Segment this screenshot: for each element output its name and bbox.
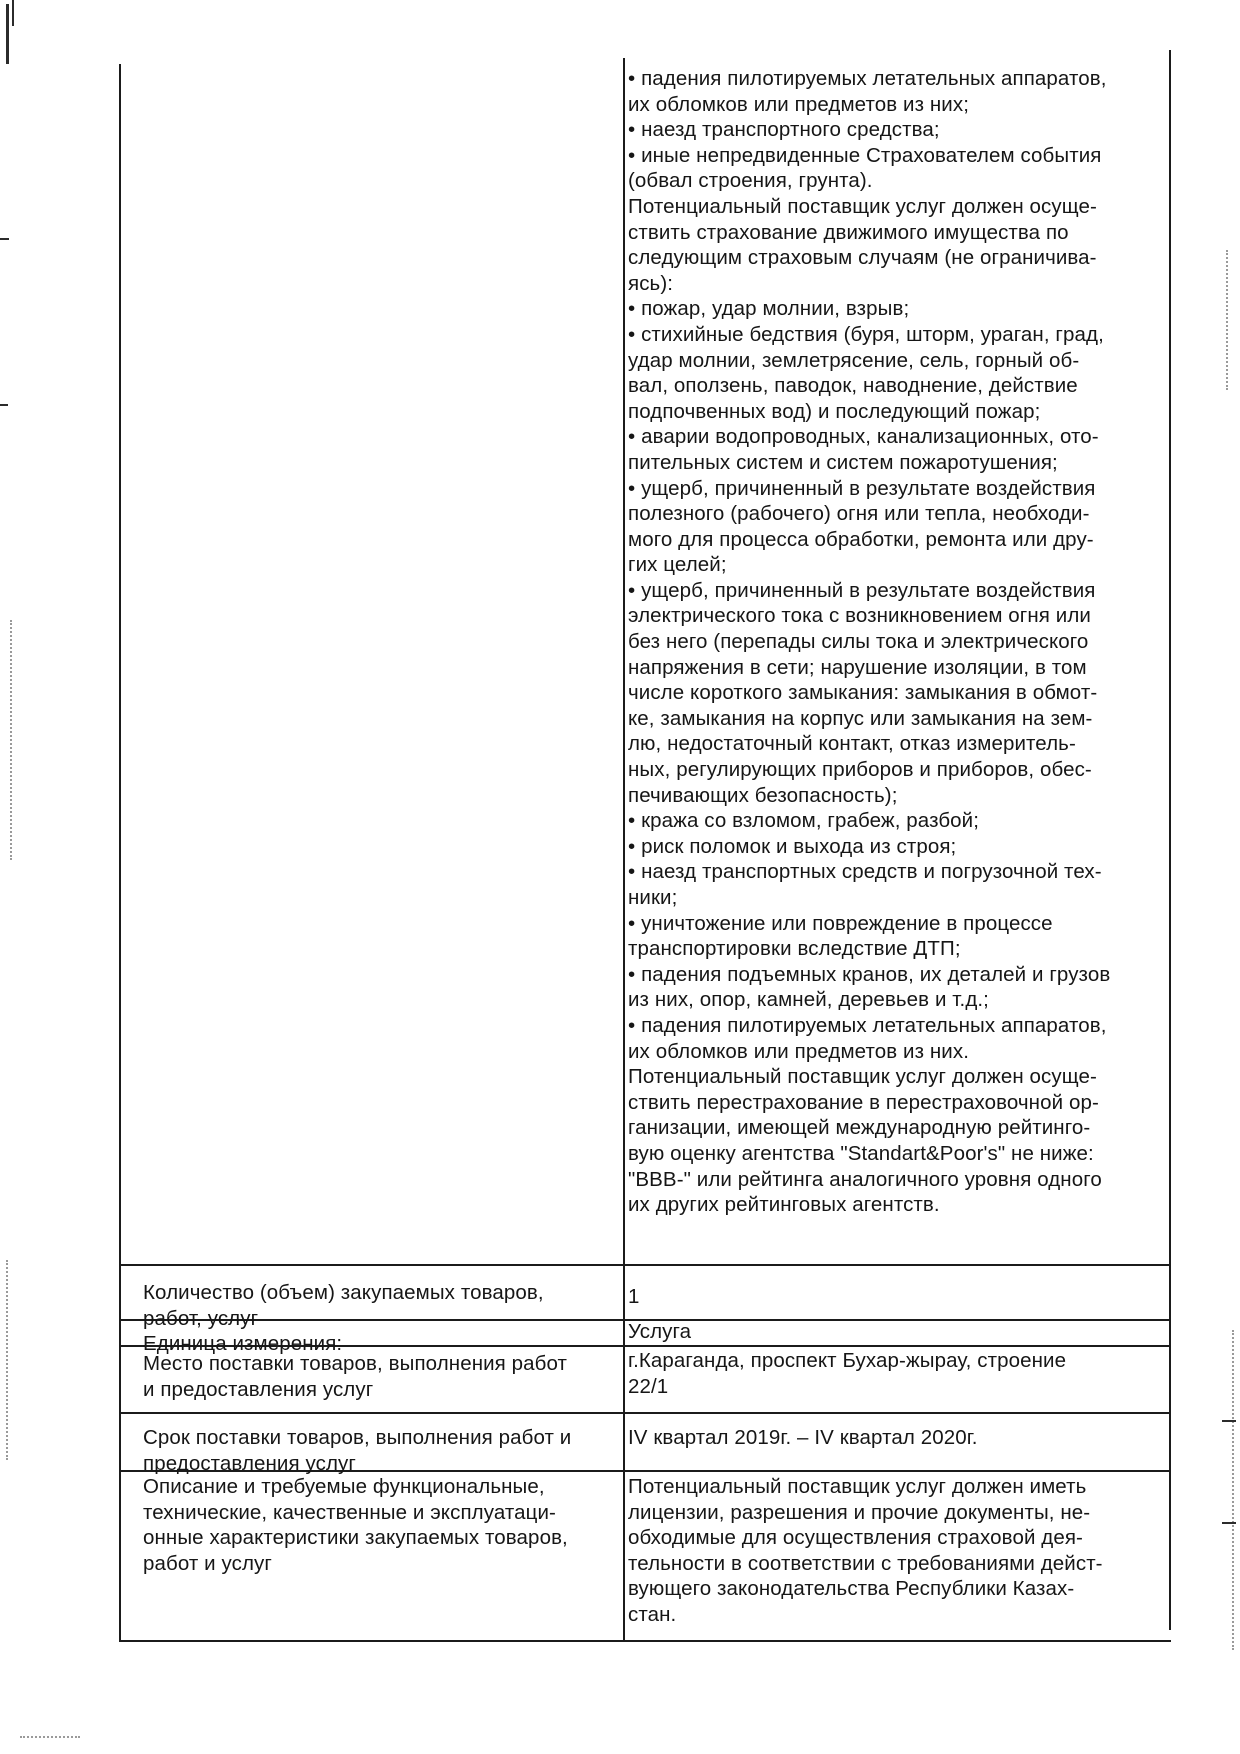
text-line: печивающих безопасность); bbox=[628, 783, 898, 807]
row-value-description bbox=[628, 1474, 1168, 1628]
text-line: их других рейтинговых агентств. bbox=[628, 1193, 940, 1217]
text-line: предоставления услуг bbox=[143, 1451, 356, 1475]
text-line: • ущерб, причиненный в результате воздействия bbox=[628, 578, 1096, 602]
text-line: • падения подъемных кранов, их деталей и грузов bbox=[628, 962, 1111, 986]
text-line: Потенциальный поставщик услуг должен осуще- bbox=[628, 1065, 1097, 1089]
scan-edge-mark bbox=[0, 238, 9, 240]
text-line: Описание и требуемые функциональные, bbox=[143, 1475, 545, 1498]
text-line: пительных систем и систем пожаротушения; bbox=[628, 450, 1058, 474]
row-value-delivery-place bbox=[628, 1348, 1168, 1399]
text-line: ники; bbox=[628, 886, 678, 909]
table-column-divider bbox=[623, 58, 625, 1642]
scan-edge-dots bbox=[1232, 1330, 1234, 1650]
text-line: • пожар, удар молнии, взрыв; bbox=[628, 297, 910, 321]
text-line: • наезд транспортных средств и погрузочной тех- bbox=[628, 860, 1102, 884]
text-line: Единица измерения: bbox=[143, 1332, 343, 1355]
scan-edge-mark bbox=[0, 404, 8, 406]
text-line: подпочвенных вод) и последующий пожар; bbox=[628, 399, 1041, 423]
text-line: вую оценку агентства "Standart&Poor's" не ниже: bbox=[628, 1141, 1094, 1165]
row-label-delivery-term bbox=[143, 1425, 623, 1476]
text-line: удар молнии, землетрясение, сель, горный об- bbox=[628, 348, 1080, 372]
table-row-line bbox=[119, 1640, 1171, 1642]
text-line: • падения пилотируемых летательных аппаратов, bbox=[628, 67, 1107, 90]
text-line: напряжения в сети; нарушение изоляции, в том bbox=[628, 655, 1087, 679]
text-line: вал, оползень, паводок, наводнение, действие bbox=[628, 374, 1078, 398]
text-line: ствить страхование движимого имущества по bbox=[628, 220, 1069, 244]
row-label-delivery-place bbox=[143, 1351, 623, 1402]
text-line: • риск поломок и выхода из строя; bbox=[628, 834, 957, 858]
text-line: • падения пилотируемых летательных аппаратов, bbox=[628, 1013, 1107, 1037]
table-row-line bbox=[119, 1264, 1171, 1266]
text-line: Количество (объем) закупаемых товаров, bbox=[143, 1281, 544, 1304]
text-line: транспортировки вследствие ДТП; bbox=[628, 937, 961, 961]
text-line: электрического тока с возникновением огня или bbox=[628, 604, 1091, 628]
text-line: обходимые для осуществления страховой дея- bbox=[628, 1526, 1083, 1550]
text-line: Услуга bbox=[628, 1320, 692, 1343]
text-line: без него (перепады силы тока и электрического bbox=[628, 630, 1089, 654]
text-line: лицензии, разрешения и прочие документы, не- bbox=[628, 1500, 1091, 1524]
continuation-text bbox=[628, 66, 1168, 1218]
text-line: "BBB-" или рейтинга аналогичного уровня одного bbox=[628, 1167, 1102, 1191]
text-line: тельности в соответствии с требованиями дейст- bbox=[628, 1551, 1103, 1575]
text-line: • иные непредвиденные Страхователем события bbox=[628, 143, 1102, 167]
row-label-quantity bbox=[143, 1280, 623, 1331]
text-line: мого для процесса обработки, ремонта или дру- bbox=[628, 527, 1094, 551]
text-line: работ и услуг bbox=[143, 1551, 272, 1575]
scan-edge-mark bbox=[6, 4, 9, 64]
text-line: полезного (рабочего) огня или тепла, необходи- bbox=[628, 502, 1090, 526]
scan-edge-dots bbox=[10, 620, 12, 860]
text-line: IV квартал 2019г. – IV квартал 2020г. bbox=[628, 1426, 978, 1449]
text-line: Место поставки товаров, выполнения работ bbox=[143, 1352, 568, 1375]
text-line: лю, недостаточный контакт, отказ измеритель- bbox=[628, 732, 1076, 756]
text-line: • наезд транспортного средства; bbox=[628, 118, 940, 142]
text-line: • аварии водопроводных, канализационных, ото- bbox=[628, 425, 1099, 449]
text-line: ствить перестрахование в перестраховочной ор- bbox=[628, 1090, 1099, 1114]
text-line: гих целей; bbox=[628, 553, 727, 577]
text-line: следующим страховым случаям (не ограничива- bbox=[628, 246, 1097, 270]
text-line: г.Караганда, проспект Бухар-жырау, строение bbox=[628, 1349, 1067, 1372]
text-line: • уничтожение или повреждение в процессе bbox=[628, 911, 1053, 935]
table-border-left bbox=[119, 64, 121, 1642]
text-line: вующего законодательства Республики Казах- bbox=[628, 1577, 1075, 1601]
text-line: ных, регулирующих приборов и приборов, обес- bbox=[628, 758, 1092, 782]
scan-edge-dots bbox=[1226, 250, 1228, 390]
row-value-delivery-term bbox=[628, 1425, 1168, 1451]
table-border-right bbox=[1169, 50, 1171, 1630]
table-row-line bbox=[119, 1412, 1171, 1414]
text-line: 22/1 bbox=[628, 1374, 669, 1398]
text-line: 1 bbox=[628, 1285, 640, 1308]
scan-edge-mark bbox=[1222, 1420, 1236, 1422]
text-line: онные характеристики закупаемых товаров, bbox=[143, 1526, 568, 1550]
text-line: • стихийные бедствия (буря, шторм, ураган, град, bbox=[628, 322, 1104, 346]
scan-edge-mark bbox=[12, 0, 14, 26]
scan-edge-dots bbox=[6, 1260, 8, 1460]
text-line: ясь): bbox=[628, 271, 674, 295]
text-line: их обломков или предметов из них. bbox=[628, 1039, 969, 1063]
text-line: технические, качественные и эксплуатаци- bbox=[143, 1500, 556, 1524]
text-line: • ущерб, причиненный в результате воздействия bbox=[628, 476, 1096, 500]
text-line: стан. bbox=[628, 1602, 677, 1626]
text-line: работ, услуг bbox=[143, 1306, 259, 1330]
text-line: Срок поставки товаров, выполнения работ и bbox=[143, 1426, 572, 1449]
text-line: их обломков или предметов из них; bbox=[628, 92, 969, 116]
row-label-description bbox=[143, 1474, 623, 1576]
scan-edge-dots bbox=[20, 1736, 80, 1748]
text-line: (обвал строения, грунта). bbox=[628, 169, 873, 193]
text-line: ганизации, имеющей международную рейтинго- bbox=[628, 1116, 1091, 1140]
text-line: и предоставления услуг bbox=[143, 1377, 374, 1401]
text-line: ке, замыкания на корпус или замыкания на зем- bbox=[628, 706, 1093, 730]
text-line: Потенциальный поставщик услуг должен осуще- bbox=[628, 194, 1097, 218]
row-value-quantity bbox=[628, 1284, 1168, 1310]
scan-edge-mark bbox=[1222, 1522, 1236, 1524]
text-line: числе короткого замыкания: замыкания в обмот- bbox=[628, 681, 1098, 705]
row-value-unit bbox=[628, 1321, 1168, 1347]
text-line: из них, опор, камней, деревьев и т.д.; bbox=[628, 988, 989, 1012]
text-line: • кража со взломом, грабеж, разбой; bbox=[628, 809, 980, 833]
text-line: Потенциальный поставщик услуг должен иметь bbox=[628, 1475, 1087, 1498]
